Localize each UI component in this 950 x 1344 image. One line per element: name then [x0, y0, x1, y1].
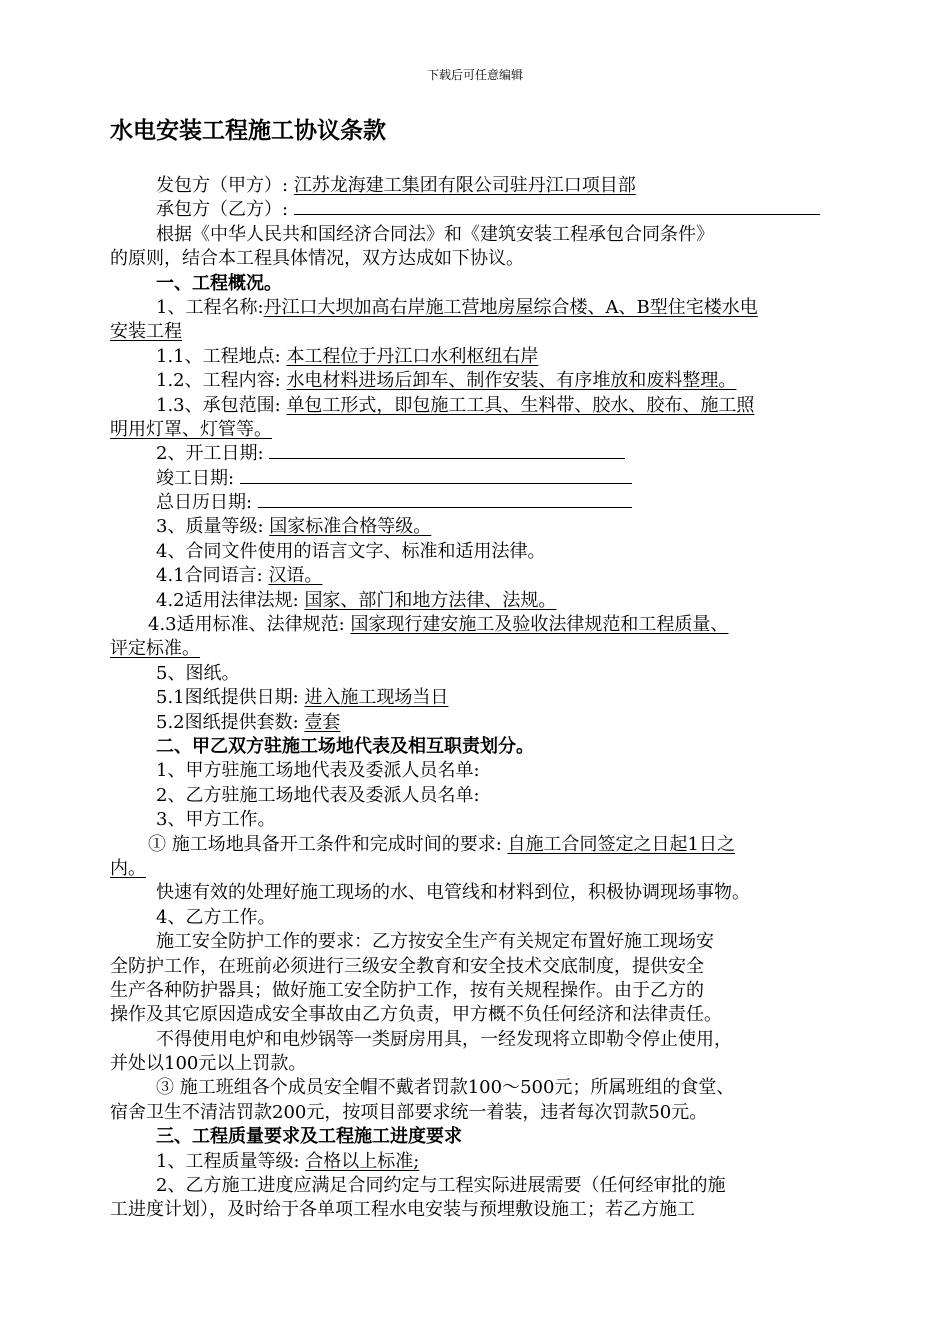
paragraph-line: 5、图纸。 [156, 662, 240, 684]
field-value: 国家标准合格等级。 [269, 516, 432, 538]
applicable-standard-line [110, 613, 860, 637]
drawing-date-line [110, 686, 860, 710]
paragraph-line: 3、甲方工作。 [156, 809, 276, 831]
field-label: ① 施工场地具备开工条件和完成时间的要求: [148, 833, 502, 855]
field-label: 4.2适用法律法规: [156, 589, 299, 611]
contract-scope-line [110, 394, 860, 418]
field-value: 汉语。 [268, 565, 323, 587]
contract-scope-line-cont [110, 418, 860, 442]
field-value: 壹套 [304, 711, 341, 733]
paragraph-line: 根据《中华人民共和国经济合同法》和《建筑安装工程承包合同条件》 [156, 223, 714, 245]
field-label: 竣工日期: [156, 467, 235, 489]
field-value: 明用灯罩、灯管等。 [110, 418, 272, 440]
field-value: 进入施工现场当日 [304, 687, 449, 709]
field-label: 5.2图纸提供套数: [156, 711, 299, 733]
total-days-blank [258, 491, 632, 508]
field-value: 国家、部门和地方法律、法规。 [304, 589, 557, 611]
project-name-line [110, 296, 860, 320]
field-label: 总日历日期: [156, 492, 253, 514]
start-date-line [110, 442, 860, 466]
paragraph-line: 的原则，结合本工程具体情况，双方达成如下协议。 [110, 248, 524, 270]
party-a-value: 江苏龙海建工集团有限公司驻丹江口项目部 [293, 175, 636, 196]
project-content-line [110, 369, 860, 393]
site-condition-line-cont [110, 857, 860, 881]
section-heading-2: 二、甲乙双方驻施工场地代表及相互职责划分。 [156, 735, 534, 757]
field-value: 单包工形式，即包施工工具、生料带、胶水、胶布、施工照 [286, 394, 755, 416]
field-label: 1、工程名称: [156, 296, 264, 318]
applicable-standard-line-cont [110, 637, 860, 661]
quality-level-line [110, 1150, 860, 1174]
paragraph-line: 4、合同文件使用的语言文字、标准和适用法律。 [156, 540, 546, 562]
paragraph-line: 宿舍卫生不清洁罚款200元，按项目部要求统一着装，违者每次罚款50元。 [110, 1101, 708, 1123]
field-label: 4.1合同语言: [156, 565, 263, 587]
field-label: 1.1、工程地点: [156, 345, 281, 367]
field-label: 1、工程质量等级: [156, 1150, 300, 1172]
drawing-sets-line [110, 711, 860, 735]
applicable-law-line [110, 589, 860, 613]
paragraph-line: 2、乙方施工进度应满足合同约定与工程实际进展需要（任何经审批的施 [156, 1175, 726, 1197]
paragraph-line: 施工安全防护工作的要求：乙方按安全生产有关规定布置好施工现场安 [156, 931, 714, 953]
document-body [110, 174, 860, 1223]
paragraph-line: 快速有效的处理好施工现场的水、电管线和材料到位，积极协调现场事物。 [156, 882, 750, 904]
party-b-line [110, 198, 860, 222]
paragraph-line: 不得使用电炉和电炒锅等一类厨房用具，一经发现将立即勒令停止使用， [156, 1028, 732, 1050]
section-heading-3: 三、工程质量要求及工程施工进度要求 [156, 1126, 462, 1148]
section-heading-1: 一、工程概况。 [156, 272, 282, 294]
paragraph-line: 2、乙方驻施工场地代表及委派人员名单: [156, 784, 480, 806]
field-label: 3、质量等级: [156, 516, 264, 538]
completion-date-blank [240, 467, 632, 484]
field-value: 合格以上标准; [305, 1150, 420, 1172]
field-label: 5.1图纸提供日期: [156, 687, 299, 709]
quality-grade-line [110, 515, 860, 539]
start-date-blank [269, 442, 625, 459]
field-label: 1.3、承包范围: [156, 394, 281, 416]
field-value: 安装工程 [110, 321, 182, 343]
header-note: 下载后可任意编辑 [426, 68, 523, 82]
field-value: 内。 [110, 857, 146, 879]
party-a-label: 发包方（甲方）: [156, 175, 289, 196]
site-condition-line [110, 833, 860, 857]
total-days-line [110, 491, 860, 515]
field-value: 评定标准。 [110, 638, 200, 660]
field-value: 水电材料进场后卸车、制作安装、有序堆放和废料整理。 [286, 370, 737, 392]
field-label: 2、开工日期: [156, 443, 264, 465]
paragraph-line: ③ 施工班组各个成员安全帽不戴者罚款100～500元；所属班组的食堂、 [156, 1077, 735, 1099]
paragraph-line: 并处以100元以上罚款。 [110, 1053, 307, 1075]
completion-date-line [110, 467, 860, 491]
party-b-label: 承包方（乙方）: [156, 199, 289, 221]
party-b-blank [294, 198, 820, 215]
field-label: 1.2、工程内容: [156, 370, 281, 392]
paragraph-line: 全防护工作，在班前必须进行三级安全教育和安全技术交底制度，提供安全 [110, 955, 704, 977]
field-value: 本工程位于丹江口水利枢纽右岸 [286, 345, 539, 367]
paragraph-line: 操作及其它原因造成安全事故由乙方负责，甲方概不负任何经济和法律责任。 [110, 1004, 722, 1026]
paragraph-line: 4、乙方工作。 [156, 906, 276, 928]
field-value: 丹江口大坝加高右岸施工营地房屋综合楼、A、B型住宅楼水电 [263, 296, 758, 318]
paragraph-line: 工进度计划），及时给于各单项工程水电安装与预埋敷设施工；若乙方施工 [110, 1199, 695, 1221]
document-title: 水电安装工程施工协议条款 [110, 118, 386, 144]
field-label: 4.3适用标准、法律规范: [148, 614, 345, 636]
party-a-line [110, 174, 860, 198]
field-value: 国家现行建安施工及验收法律规范和工程质量、 [350, 614, 729, 636]
project-location-line [110, 345, 860, 369]
field-value: 自施工合同签定之日起1日之 [507, 833, 735, 855]
contract-language-line [110, 564, 860, 588]
paragraph-line: 1、甲方驻施工场地代表及委派人员名单: [156, 760, 480, 782]
project-name-line-cont [110, 320, 860, 344]
paragraph-line: 生产各种防护器具；做好施工安全防护工作，按有关规程操作。由于乙方的 [110, 979, 704, 1001]
